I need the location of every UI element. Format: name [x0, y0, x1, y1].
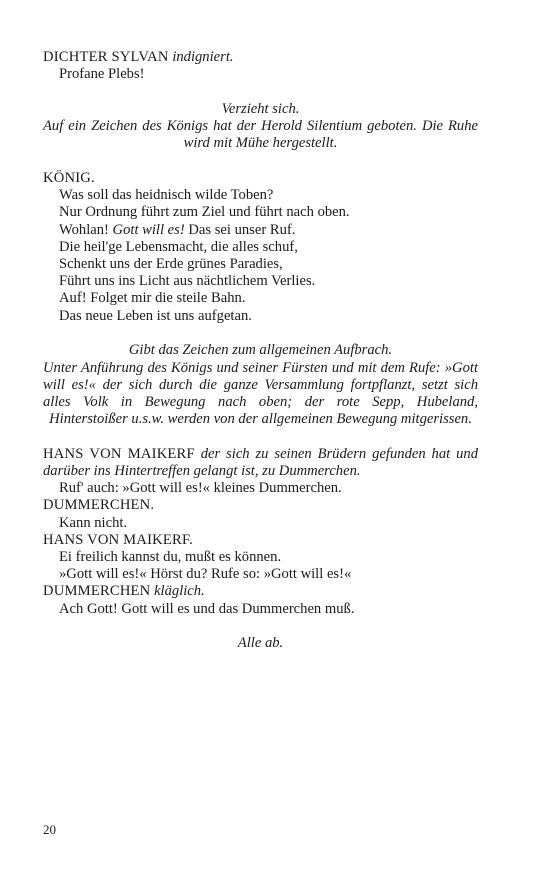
verse-emphasis: Gott will es! [112, 221, 185, 238]
verse-line: Ei freilich kannst du, mußt es können. [59, 549, 282, 566]
speaker-line [43, 446, 478, 480]
verse-line: Die heil'ge Lebensmacht, die alles schuf, [59, 238, 298, 255]
verse-line: Ach Gott! Gott will es und das Dummerchen muß. [59, 600, 355, 617]
verse-line: Auf! Folget mir die steile Bahn. [59, 290, 246, 307]
stage-direction: kläglich. [154, 583, 205, 600]
verse-line: Nur Ordnung führt zum Ziel und führt nach oben. [59, 204, 350, 221]
stage-direction-exit: Alle ab. [237, 635, 284, 652]
stage-direction: indigniert. [172, 49, 234, 65]
verse-line: Profane Plebs! [59, 66, 145, 83]
speaker-line [43, 49, 478, 66]
verse-line: Ruf' auch: »Gott will es!« kleines Dummerchen. [59, 480, 342, 497]
speaker-line [43, 583, 478, 600]
stage-direction: Unter Anführung des Königs und seiner Fürsten und mit dem Rufe: »Gott will es!« der sich durch die ganze Versammlung fortpflanzt, setzt sich alles Volk in Bewegung nach oben; der rote Sepp, Hubeland, Hinterstoißer u.s.w. werden von der allgemeinen Bewegung mitgerissen. [43, 359, 478, 428]
speaker-name: DUMMERCHEN. [43, 497, 155, 514]
verse-line: »Gott will es!« Hörst du? Rufe so: »Gott will es!« [59, 566, 352, 583]
speaker-name: KÖNIG. [43, 170, 95, 187]
stage-direction-exit: Verzieht sich. [221, 100, 300, 117]
stage-direction: Gibt das Zeichen zum allgemeinen Aufbrach. [128, 342, 393, 359]
verse-line: Was soll das heidnisch wilde Toben? [59, 187, 274, 204]
verse-line: Das neue Leben ist uns aufgetan. [59, 307, 252, 324]
page-number: 20 [43, 822, 56, 837]
page-body [43, 49, 478, 653]
verse-line: Schenkt uns der Erde grünes Paradies, [59, 256, 283, 273]
speaker-name: HANS VON MAIKERF [43, 445, 195, 462]
verse-line: Kann nicht. [59, 514, 128, 531]
verse-line [43, 222, 478, 239]
speaker-name: DUMMERCHEN [43, 583, 151, 600]
stage-direction: der sich zu seinen Brüdern gefunden hat und darüber ins Hintertreffen gelangt ist, zu Dummerchen. [43, 445, 479, 480]
stage-direction: Auf ein Zeichen des Königs hat der Herold Silentium geboten. Die Ruhe wird mit Mühe hergestellt. [43, 118, 478, 152]
verse-fragment: Das sei unser Ruf. [188, 221, 296, 238]
verse-fragment: Wohlan! [59, 221, 109, 238]
speaker-name: DICHTER SYLVAN [43, 49, 169, 65]
speaker-name: HANS VON MAIKERF. [43, 531, 193, 548]
verse-line: Führt uns ins Licht aus nächtlichem Verlies. [59, 273, 316, 290]
